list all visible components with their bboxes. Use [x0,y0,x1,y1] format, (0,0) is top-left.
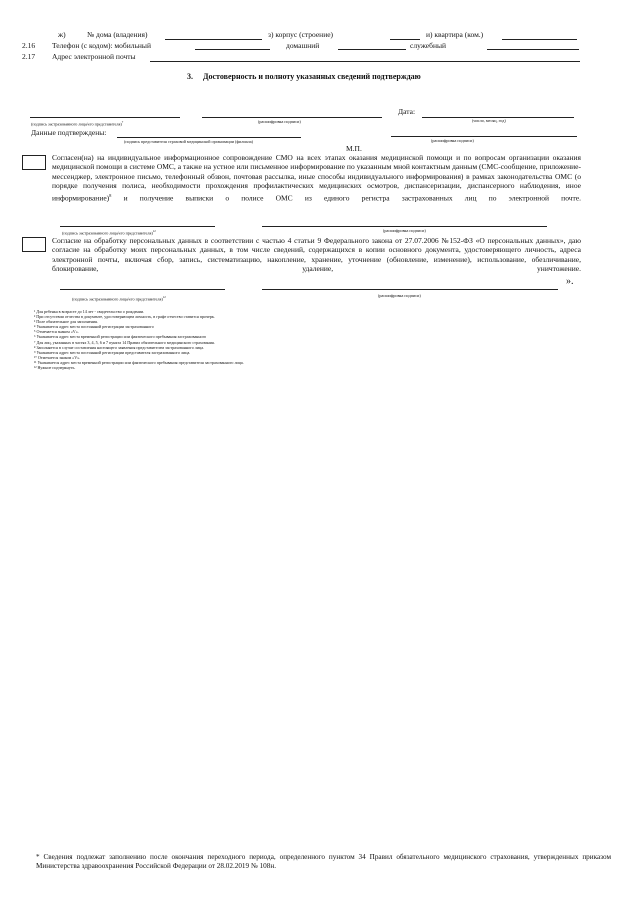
phone-work-label: служебный [410,41,447,50]
row-number-2-16: 2.16 [22,41,36,50]
closing-quote: ». [566,276,574,287]
building-field[interactable] [390,39,420,40]
caption-decrypt-2: (расшифровка подписи) [431,138,474,143]
consent-pd-decrypt-field[interactable] [262,289,558,290]
address-letter: ж) [58,30,66,39]
caption-consent-pd-decrypt: (расшифровка подписи) [378,293,421,298]
footnotes [34,309,364,370]
footnote: ⁹ Указывается адрес места постоянной регистрации представителя застрахованного лица. [34,349,191,355]
caption-consent-smo-decrypt: (расшифровка подписи) [383,228,426,233]
smo-rep-signature-field[interactable] [117,137,301,138]
caption-smo-rep: (подпись представителя страховой медицинской организации (филиала) [124,139,253,144]
caption-consent-pd-signature: (подпись застрахованного лица/его представителя)$^{12}$ [72,295,166,302]
email-field[interactable] [150,61,580,62]
footnote: ² При отсутствии отчества в документе, удостоверяющем личность, в графе отчество ставится прочерк. [34,314,215,320]
phone-home-label: домашний [286,41,320,50]
seal-mark: М.П. [346,144,362,153]
applicant-decrypt-field[interactable] [202,117,382,118]
consent-personal-data-text: Согласие на обработку персональных данных в соответствии с частью 4 статьи 9 Федерального закона от 27.07.2006 №152-ФЗ «О персональных данных», даю согласие на обработку моих персональных данных, в том числе сведений, содержащихся в копии основного документа, удостоверяющего личность, адреса электронной почты, включая сбор, запись, систематизацию, накопление, хранение, уточнение (обновление, изменение), использование, обезличивание, блокирование, удаление, уничтожение. [52,236,581,274]
consent-personal-data-checkbox[interactable] [22,237,46,252]
phone-work-field[interactable] [487,49,579,50]
footnote: ¹⁰ Отмечается знаком «V». [34,354,81,360]
consent-smo-decrypt-field[interactable] [262,226,547,227]
consent-smo-checkbox[interactable] [22,155,46,170]
caption-decrypt: (расшифровка подписи) [258,119,301,124]
date-label: Дата: [398,107,416,116]
footnote: ⁵ Отмечается знаком «V». [34,329,79,335]
footnote: ⁸ Заполняется в случае составления настоящего заявления представителем застрахованного лица. [34,344,205,350]
footnote: ¹² Нужное подчеркнуть. [34,365,76,371]
consent-smo-text: Согласен(на) на индивидуальное информационное сопровождение СМО на всех этапах оказания медицинской помощи и по вопросам организации оказания медицинской помощи в системе ОМС, а также на устное или письменное информирование по указанным мной контактным данным (СМС-сообщение, приложение-мессенджер, электронное письмо, телефонный обзвон, почтовая рассылка, иные способы индивидуального информирования) в рамках законодательства ОМС (о порядке получения полиса, необходимости прохождения профилактических медицинских осмотров, диспансеризации, диспансерного наблюдения, иное информирование)$^8$ и получение выписки о полисе ОМС из единого регистра застрахованных лиц по электронной почте. [52,153,581,203]
applicant-signature-field[interactable] [30,117,180,118]
footnote: ¹ Для ребенка в возрасте до 14 лет - свидетельство о рождении. [34,309,145,314]
phone-mobile-field[interactable] [195,49,270,50]
building-label: з) корпус (строение) [268,30,334,39]
footnote: ³ Поле обязательное для заполнения. [34,319,98,325]
section-title: Достоверность и полноту указанных сведений подтверждаю [203,72,421,81]
footnote: ¹¹ Указывается адрес места временной регистрации или фактического пребывания представителя застрахованного лица. [34,359,244,365]
caption-applicant-signature: (подпись застрахованного лица/его представителя)$^7$ [31,120,124,127]
confirmed-label: Данные подтверждены: [31,128,107,137]
apartment-label: и) квартира (ком.) [426,30,484,39]
section-number: 3. [187,72,193,81]
row-number-2-17: 2.17 [22,52,36,61]
footnote: ⁶ Указывается адрес места временной регистрации или фактического пребывания застрахованного [34,334,207,340]
email-label: Адрес электронной почты [52,52,136,61]
footnote: ⁴ Указывается адрес места постоянной регистрации застрахованного [34,324,154,330]
consent-smo-signature-field[interactable] [60,226,215,227]
house-number-label: № дома (владения) [87,30,148,39]
apartment-field[interactable] [502,39,577,40]
consent-pd-signature-field[interactable] [60,289,225,290]
footnote: ⁷ Для лиц, указанных в частях 3, 4, 5, 6 и 7 пункта 14 Правил обязательного медицинского страхования. [34,339,215,345]
smo-rep-decrypt-field[interactable] [391,136,577,137]
transition-period-note: * Сведения подлежат заполнению после окончания переходного периода, определенного пунктом 34 Правил обязательного медицинского страхования, утвержденных приказом Министерства здравоохранения Российской Федерации от 28.02.2019 № 108н. [36,853,611,871]
phone-home-field[interactable] [338,49,406,50]
caption-date: (число, месяц, год) [472,118,506,123]
house-number-field[interactable] [165,39,262,40]
phone-mobile-label: Телефон (с кодом): мобильный [52,41,151,50]
caption-consent-smo-signature: (подпись застрахованного лица/его представителя)$^{12}$ [62,229,156,236]
